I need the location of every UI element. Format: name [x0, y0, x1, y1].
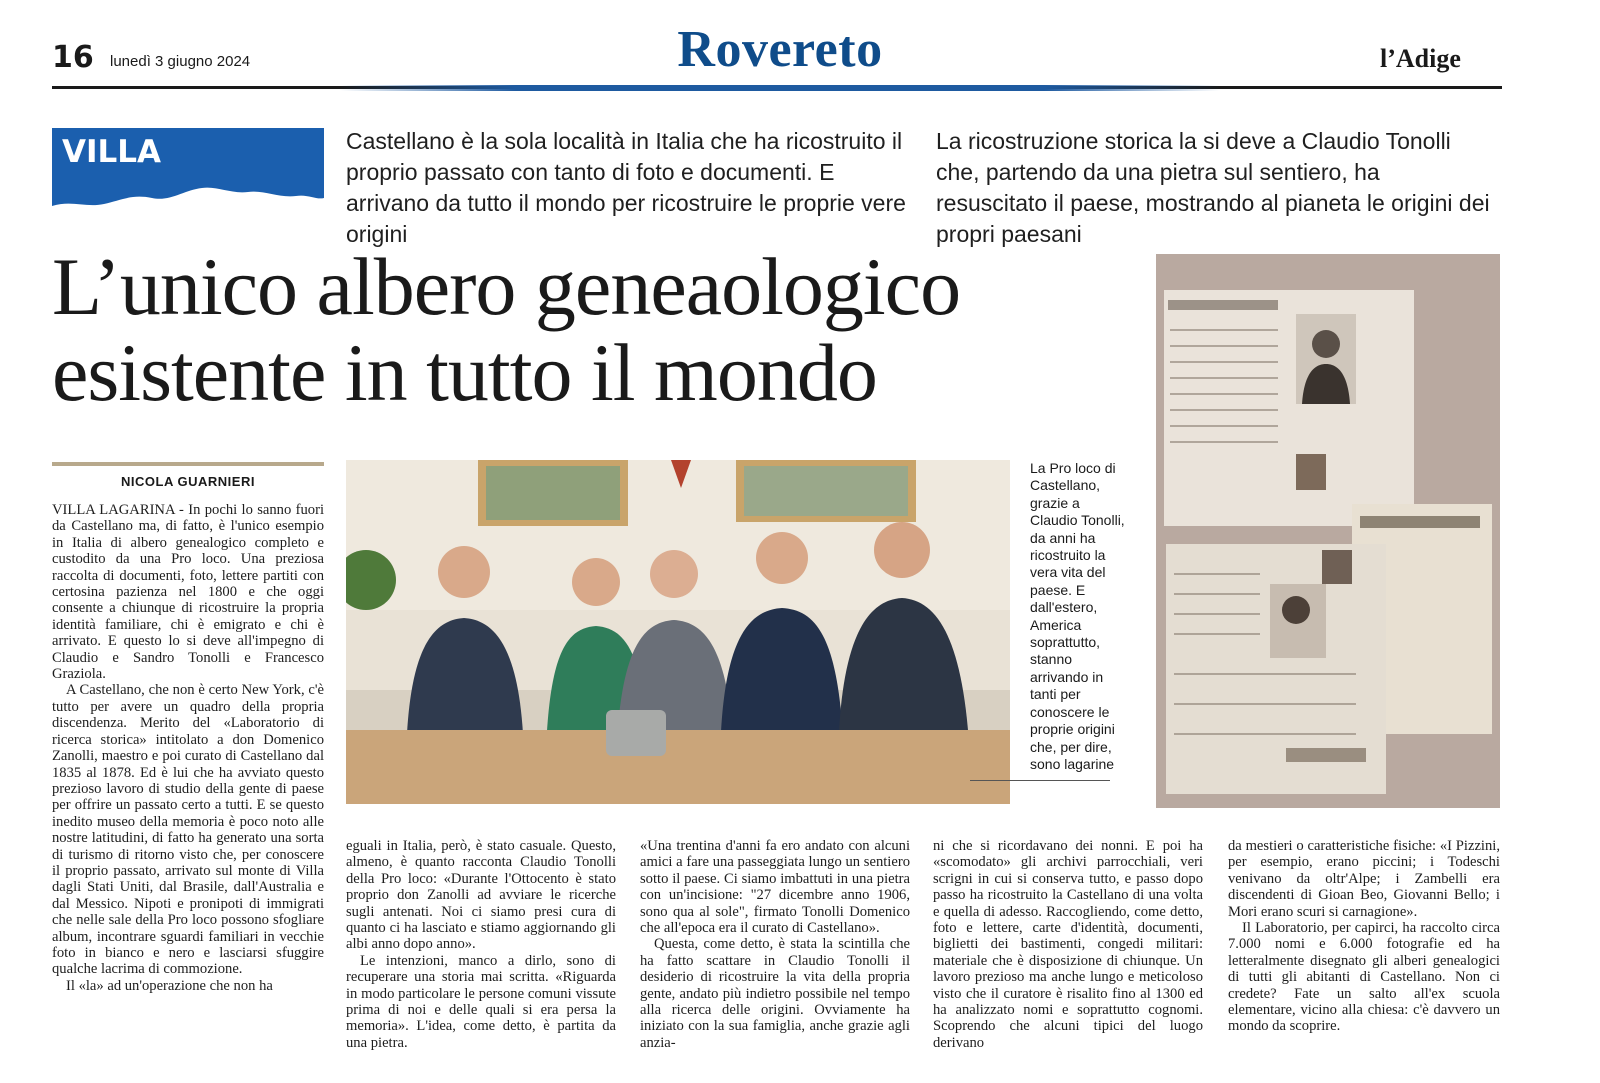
paragraph: Il «la» ad un'operazione che non ha: [66, 977, 273, 994]
paragraph: eguali in Italia, però, è stato casuale. Questo, almeno, è quanto racconta Claudio Tonolli della Pro loco: «Durante l'Ottocento è stato proprio don Zanolli ad avviare le ricerche sugli antenati. Noi ci siamo presi cura di quanto ci ha lasciato e stiamo aggiornando gli albi anno dopo anno».: [346, 838, 616, 953]
caption-rule: [970, 780, 1110, 781]
article-column-3: [640, 838, 910, 1051]
article-column-1: [52, 502, 324, 994]
byline-rule: [52, 462, 324, 466]
paragraph: ni che si ricordavano dei nonni. E poi ha «scomodato» gli archivi parrocchiali, veri scrigni in cui si conserva tutto, e passo dopo passo ha ricostruito la Castellano di una volta e quella di adesso. Raccogliendo, come detto, foto e lettere, carte d'identità, documenti, biglietti dei bastimenti, congedi militari: materiale che è disposizione di chiunque. Un lavoro prezioso ma anche lungo e meticoloso visto che il curatore è risalito fino al 1300 ed ha analizzato nomi e soprattutto cognomi. Scoprendo che alcuni tipici del luogo derivano: [933, 838, 1203, 1051]
newspaper-logo: l’Adige: [1380, 44, 1461, 73]
byline: NICOLA GUARNIERI: [121, 474, 255, 489]
article-column-4: [933, 838, 1203, 1051]
paragraph: A Castellano, che non è certo New York, c'è tutto per avere un quadro della propria discendenza. Merito del «Laboratorio di ricerca storica» intitolato a don Domenico Zanolli, maestro e poi curato di Castellano dal 1835 al 1878. Ed è lui che ha avviato questo prezioso lavoro di studio della gente di paese per offrire un passato certo a tutti. E se questo inedito museo della memoria è poco noto alle nostre latitudini, di fatto ha generato una sorta di turismo di ritorno visto che, per conoscere il proprio passato, arrivato sul monte di Villa dagli Stati Uniti, dal Brasile, dall'Australia e dal Messico. Nipoti e pronipoti di immigrati che nelle sale della Pro loco possono sfogliare album, incontrare sguardi familiari in vecchie foto in bianco e nero e lasciarsi sfuggire qualche lacrima di commozione.: [52, 682, 324, 978]
article-column-2: [346, 838, 616, 1051]
group-photo-icon: [346, 460, 1010, 804]
paragraph: Il Laboratorio, per capirci, ha raccolto circa 7.000 nomi e 6.000 fotografie ed ha letteralmente disegnato gli alberi genealogici di tutti gli abitanti di Castellano. Non ci credete? Fate un salto all'ex scuola elementare, vicino alla chiesa: c'è davvero un mondo da scoprire.: [1228, 920, 1500, 1035]
paragraph: Questa, come detto, è stata la scintilla che ha fatto scattare in Claudio Tonolli il desiderio di ricostruire la vita della propria gente, andato più indietro possibile nel tempo alla ricerca delle origini. Ovviamente ha iniziato con la sua famiglia, anche grazie agli anzia-: [640, 936, 910, 1051]
article-column-5: [1228, 838, 1500, 1035]
paragraph: VILLA LAGARINA - In pochi lo sanno fuori da Castellano ma, di fatto, è l'unico esempio in Italia di albero genealogico completo e custodito da una Pro loco. Una preziosa raccolta di documenti, foto, lettere partiti con certosina pazienza nel 1800 e che oggi consente a chiunque di ricostruire la propria identità familiare, chi è emigrato e chi è arrivato. E questo lo si deve all'impegno di Claudio e Sandro Tonolli e Francesco Graziola.: [52, 502, 324, 683]
issue-date: lunedì 3 giugno 2024: [110, 53, 251, 70]
badge-label: VILLA: [62, 134, 162, 170]
page-number: 16: [52, 40, 94, 75]
passport-documents-icon: [1156, 254, 1500, 808]
paragraph: Le intenzioni, manco a dirlo, sono di recuperare una storia mai scritta. «Riguarda in modo particolare le persone comuni vissute prima di noi e delle quali si era persa la memoria». L'idea, come detto, è partita da una pietra.: [346, 952, 616, 1051]
kicker-right: La ricostruzione storica la si deve a Claudio Tonolli che, partendo da una pietra sul sentiero, ha resuscitato il paese, mostrando al pianeta le origini dei propri paesani: [936, 128, 1490, 247]
section-title: Rovereto: [677, 21, 883, 78]
header-accent-rule: [340, 85, 1220, 91]
headline-line-2: esistente in tutto il mondo: [52, 327, 877, 418]
location-badge: [52, 128, 324, 222]
headline-line-1: L’unico albero geneaologico: [52, 241, 961, 332]
paragraph: «Una trentina d'anni fa ero andato con alcuni amici a fare una passeggiata lungo un sentiero sotto il paese. Ci siamo imbattuti in una pietra con un'incisione: "27 dicembre anno 1906, sono qua al sole", firmato Tonolli Domenico che all'epoca era il curato di Castellano».: [640, 838, 910, 937]
kicker-left: Castellano è la sola località in Italia che ha ricostruito il proprio passato con tanto di foto e documenti. E arrivano da tutto il mondo per ricostruire le proprie vere origini: [346, 128, 906, 247]
group-photo: [346, 460, 1010, 804]
paragraph: da mestieri o caratteristiche fisiche: «I Pizzini, per esempio, erano piccini; i Todeschi venivano da oltr'Alpe; i Zambelli era discendenti di Gioan Beo, Giovanni Bello; i Mori erano scuri si carnagione».: [1228, 838, 1500, 920]
photo-caption: La Pro loco di Castellano, grazie a Claudio Tonolli, da anni ha ricostruito la vera vita del paese. E dall'estero, America soprattutto, stanno arrivando in tanti per conoscere le proprie origini che, per dire, sono lagarine: [1030, 460, 1125, 772]
documents-photo: [1156, 254, 1500, 808]
